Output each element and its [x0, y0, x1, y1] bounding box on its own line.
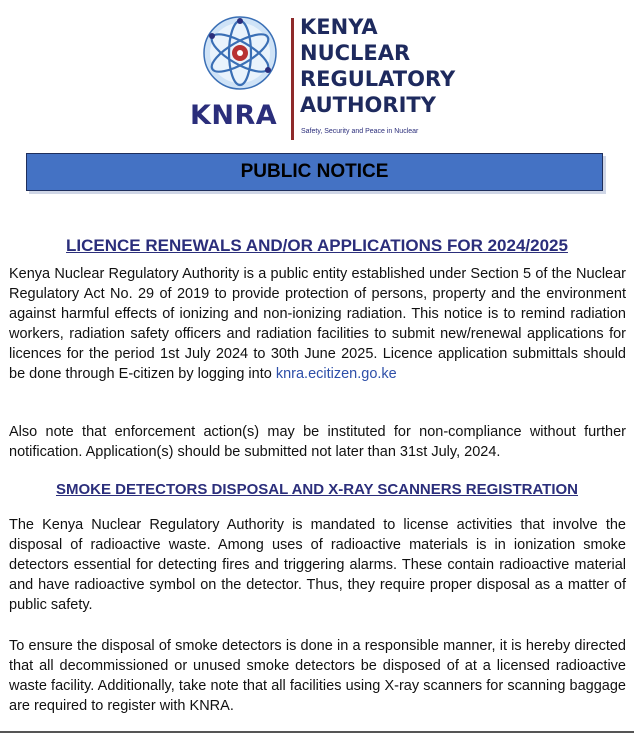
licence-paragraph [9, 264, 626, 384]
licence-paragraph-text: Kenya Nuclear Regulatory Authority is a public entity established under Section 5 of the Nuclear Regulatory Act No. 29 of 2019 to provide protection of persons, property and the environment against harmful effects of ionizing and non-ionizing radiation. This notice is to remind radiation workers, radiation safety officers and radiation facilities to submit new/renewal applications for licences for the period 1st July 2024 to 30th June 2025. Licence application submittals should be done through E-citizen by logging into [9, 266, 626, 382]
smoke-detectors-paragraph: The Kenya Nuclear Regulatory Authority is mandated to license activities that involve the disposal of radioactive waste. Among uses of radioactive materials is in ionization smoke detectors essential for detecting fires and triggering alarms. These contain radioactive material and have radioactive symbol on the detector. Thus, they require proper disposal as a matter of public safety. [9, 517, 626, 613]
header [190, 10, 460, 145]
atom-emblem-icon [190, 10, 290, 105]
ecitizen-link[interactable]: knra.ecitizen.go.ke [275, 366, 397, 382]
org-name-line: KENYA [300, 15, 378, 39]
enforcement-paragraph: Also note that enforcement action(s) may be instituted for non-compliance without further notification. Application(s) should be submitted not later than 31st July, 2024. [9, 424, 626, 460]
notice-banner [26, 153, 603, 191]
tagline: Safety, Security and Peace in Nuclear [301, 128, 419, 135]
org-name-line: AUTHORITY [300, 93, 436, 117]
bottom-rule [0, 731, 634, 733]
knra-logo [190, 10, 290, 145]
org-name-line: NUCLEAR [300, 41, 411, 65]
disposal-directive-paragraph: To ensure the disposal of smoke detectors is done in a responsible manner, it is hereby directed that all decommissioned or unused smoke detectors be disposed of at a licensed radioactive waste facility. Additionally, take note that all facilities using X-ray scanners for scanning baggage are required to register with KNRA. [9, 638, 626, 714]
notice-title: PUBLIC NOTICE [240, 161, 389, 182]
org-name-line: REGULATORY [300, 67, 456, 91]
licence-renewal-heading: LICENCE RENEWALS AND/OR APPLICATIONS FOR 2024/2025 [66, 236, 568, 255]
smoke-detectors-heading: SMOKE DETECTORS DISPOSAL AND X-RAY SCANNERS REGISTRATION [55, 481, 578, 498]
organization-name [300, 14, 455, 118]
logo-abbreviation: KNRA [190, 100, 278, 131]
header-divider [291, 18, 294, 140]
